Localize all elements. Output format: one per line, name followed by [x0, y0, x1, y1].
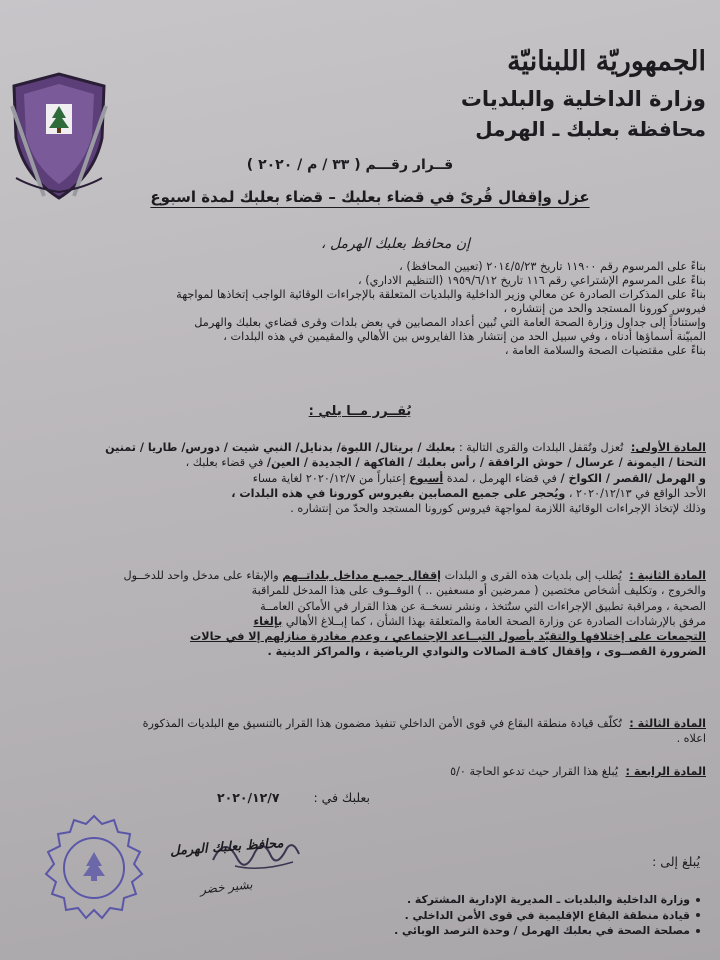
- recital-line: بناءً على المرسوم الإشتراعي رقم ١١٦ تاريخ ١٩٥٩/٦/١٢ (التنظيم الاداري) ،: [357, 274, 706, 287]
- article-text-bold: إقفال جميـع مداخل بلداتــهم: [282, 569, 442, 582]
- article-text: تُكلّف قيادة منطقة البقاع في قوى الأمن الداخلي تنفيذ مضمون هذا القرار بالتنسيق مع البلديات المذكورة: [142, 717, 622, 730]
- article-text: ، لمدة: [446, 471, 476, 485]
- notify-list: [394, 892, 700, 939]
- recital-line: بناءً على المرسوم رقم ١١٩٠٠ تاريخ ٢٠١٤/٥/٢٣ (تعيين المحافظ) ،: [399, 260, 706, 273]
- notify-recipient: مصلحة الصحة في بعلبك الهرمل / وحدة الترصد الوبائي .: [394, 924, 690, 937]
- date-label: بعلبك في :: [313, 790, 370, 805]
- internal-security-emblem: [4, 66, 114, 206]
- notify-recipient: وزارة الداخلية والبلديات ـ المديرية الإدارية المشتركة .: [407, 893, 690, 906]
- republic-title: الجمهوريّة اللبنانيّة: [507, 46, 706, 77]
- governor-intro: إن محافظ بعلبك الهرمل ،: [320, 236, 470, 252]
- article-title: المادة الثانية :: [629, 569, 706, 582]
- article-text: يُبلغ هذا القرار حيث تدعو الحاجة ٥/٠: [450, 765, 618, 778]
- bullet-icon: [696, 913, 700, 917]
- signatory-name: بشير خضر: [199, 877, 254, 897]
- bullet-icon: [696, 929, 700, 933]
- duration-value: أسبوع: [409, 471, 444, 485]
- article-text: وذلك لإتخاذ الإجراءات الوقائية اللازمة لمواجهة فيروس كورونا المستجد والحدّ من إنتشاره .: [290, 502, 706, 516]
- decision-number: قــرار رقـــم ( ٣٣ / م / ٢٠٢٠ ): [246, 157, 454, 173]
- article-first: [12, 440, 706, 516]
- official-stamp: [40, 812, 148, 924]
- letterhead: [406, 42, 706, 144]
- article-title: المادة الرابعة :: [625, 765, 706, 778]
- recitals: [12, 260, 706, 358]
- governorate-title: محافظة بعلبك ـ الهرمل: [475, 117, 706, 141]
- article-second: [12, 568, 706, 660]
- notify-recipient: قيادة منطقة البقاع الإقليمية في قوى الأمن الداخلي .: [404, 908, 690, 922]
- article-text: والإبقاء على مدخل واحد للدخــول: [123, 569, 279, 582]
- decides-heading: يُقــرر مــا يلي :: [308, 404, 412, 419]
- article-text: تُعزل وتُقفل البلدات والقرى التالية :: [458, 441, 624, 454]
- article-text-bold: ويُحجر على جميع المصابين بفيروس كورونا في هذه البلدات ،: [231, 486, 566, 500]
- article-text: الأحد الواقع في ٢٠٢٠/١٢/١٣ ،: [568, 486, 706, 500]
- recital-line: بناءً على مقتضيات الصحة والسلامة العامة ،: [504, 344, 706, 357]
- recital-line: بناءً على المذكرات الصادرة عن معالي وزير الداخلية والبلديات المتعلقة بالإجراءات الوقائية الواجب إتخاذها لمواجهة: [176, 288, 706, 301]
- decision-subject: عزل وإقفال قُرىً في قضاء بعلبك – قضاء بعلبك لمدة اسبوع: [150, 188, 590, 206]
- article-third: [12, 716, 706, 747]
- article-text-bold: بإلغاء: [253, 614, 283, 628]
- district-label: في قضاء الهرمل: [479, 471, 557, 485]
- article-text: اعلاه .: [676, 732, 706, 746]
- article-fourth: [12, 764, 706, 779]
- article-text: والخروج ، وتكليف أشخاص مختصين ( ممرضين أو مسعفين .. ) الوقــوف على هذا المدخل للمراقبة: [251, 584, 706, 598]
- recital-line: فيروس كورونا المستجد والحد من إنتشاره ،: [503, 302, 706, 315]
- article-text-bold: التجمعات على إختلافها والتقيّد بأصول التبــاعد الإجتماعي ، وعدم مغادرة منازلهم إلا في حالات: [190, 630, 706, 644]
- bullet-icon: [696, 898, 700, 902]
- article-title: المادة الأولى:: [630, 441, 706, 454]
- ministry-title: وزارة الداخلية والبلديات: [460, 87, 706, 111]
- date-line: [217, 790, 370, 805]
- article-text: الصحية ، ومراقبة تطبيق الإجراءات التي ستُتخذ ، ونشر نسخــة عن هذا القرار في الأماكن العامــة: [260, 599, 706, 613]
- article-text: مرفق بالإرشادات الصادرة عن وزارة الصحة العامة والمتعلقة بهذا الشأن ، كما إبــلاغ الأهالي: [285, 614, 706, 628]
- recital-line: المبيّنة أسماؤها أدناه ، وفي سبيل الحد من إنتشار هذا الفايروس بين الأهالي والمقيمين في هذه البلدات ،: [223, 330, 706, 343]
- list-item: [394, 923, 700, 939]
- village-list: و الهرمل /القصر / الكواخ /: [560, 471, 706, 485]
- village-list: التحتا / اليمونة / عرسال / حوش الرافقة / رأس بعلبك / الفاكهة / الجديدة / العين/: [266, 456, 706, 470]
- signatory-title: محافظ بعلبك الهرمل: [169, 836, 284, 859]
- village-list: بعلبك / بريتال/ اللبوة/ بدنايل/ النبي شيت / دورس/ طاريا / تمنين: [105, 441, 456, 454]
- list-item: [394, 908, 700, 924]
- article-text: إعتباراً من ٢٠٢٠/١٢/٧ لغاية مساء: [252, 471, 406, 485]
- list-item: [394, 892, 700, 908]
- article-text-bold: الضرورة القصــوى ، وإقفال كافـة الصالات والنوادي الرياضية ، والمراكز الدينية .: [267, 645, 706, 659]
- recital-line: وإستناداً إلى جداول وزارة الصحة العامة التي تُبين أعداد المصابين في بعض بلدات وقرى قضاءي بعلبك والهرمل: [194, 316, 706, 329]
- article-title: المادة الثالثة :: [629, 717, 706, 730]
- notify-heading: يُبلغ إلى :: [652, 854, 700, 869]
- article-text: يُطلب إلى بلديات هذه القرى و البلدات: [444, 569, 622, 582]
- date-value: ٢٠٢٠/١٢/٧: [216, 790, 280, 805]
- district-label: في قضاء بعلبك ،: [185, 456, 264, 470]
